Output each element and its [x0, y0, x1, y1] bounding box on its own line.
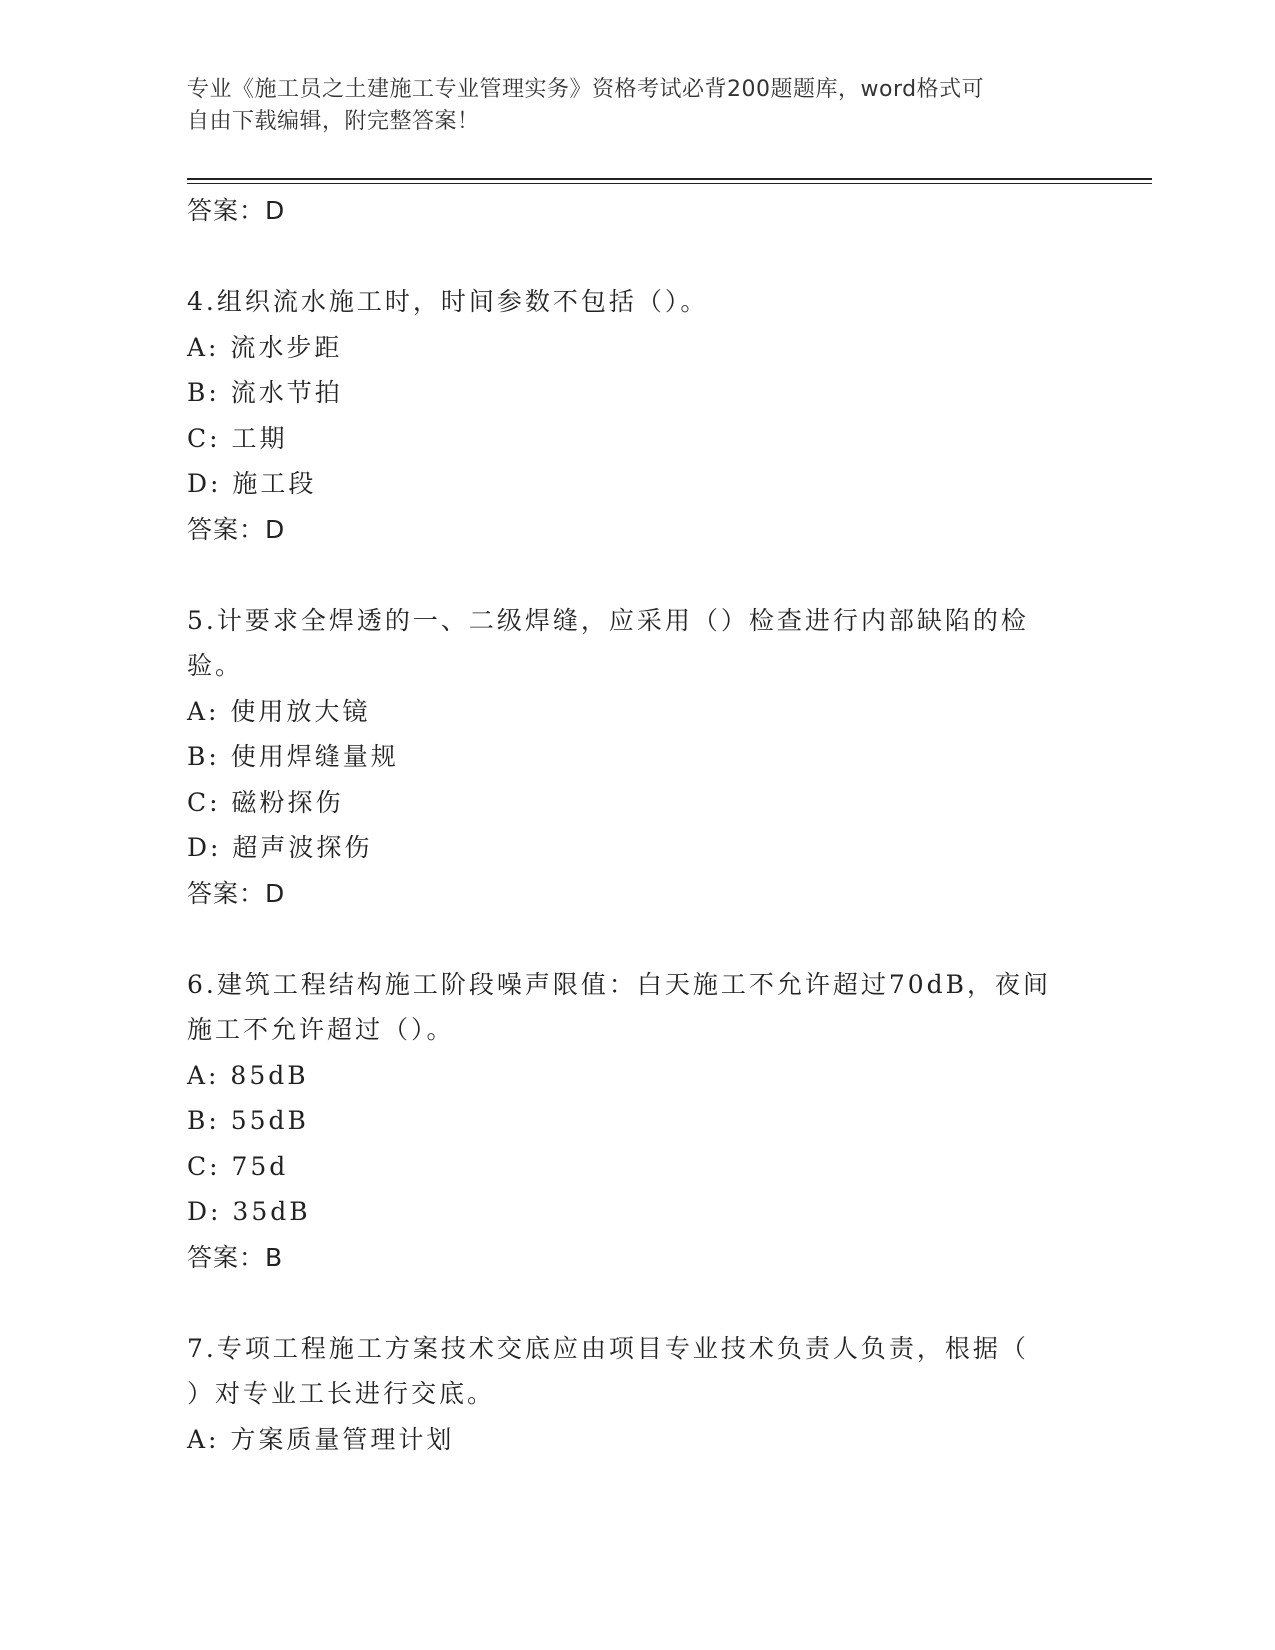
option-b: B: 流水节拍: [187, 378, 343, 407]
answer-line: 答案：D: [187, 878, 286, 908]
option-a: A: 使用放大镜: [187, 696, 371, 726]
question-text: 4.组织流水施工时，时间参数不包括（）。: [187, 287, 709, 316]
spacer: [187, 234, 1067, 280]
answer-line: 答案：D: [187, 514, 286, 544]
spacer: [187, 1280, 1067, 1326]
question-text-continued: 施工不允许超过（）。: [187, 1015, 455, 1044]
option-a: A: 方案质量管理计划: [187, 1424, 455, 1454]
option-d: D: 施工段: [187, 469, 317, 498]
option-a: A: 85dB: [187, 1060, 309, 1090]
spacer: [187, 916, 1067, 962]
option-a: A: 流水步距: [187, 332, 343, 362]
header-line-1: 专业《施工员之土建施工专业管理实务》资格考试必背200题题库，word格式可: [187, 77, 985, 102]
question-text: 7.专项工程施工方案技术交底应由项目专业技术负责人负责，根据（: [187, 1333, 1029, 1363]
document-header: [187, 74, 1067, 138]
option-d: D: 超声波探伤: [187, 833, 373, 862]
header-divider-thick: [187, 178, 1152, 180]
document-body: [187, 188, 1067, 1462]
question-text-continued: 验。: [187, 651, 244, 680]
header-divider-thin: [187, 183, 1152, 184]
option-b: B: 55dB: [187, 1106, 309, 1135]
answer-line: 答案：D: [187, 196, 286, 225]
answer-line: 答案：B: [187, 1242, 284, 1272]
spacer: [187, 552, 1067, 598]
option-b: B: 使用焊缝量规: [187, 742, 399, 771]
header-line-2: 自由下载编辑，附完整答案！: [187, 109, 480, 134]
option-c: C: 磁粉探伤: [187, 787, 344, 817]
question-block-5: [187, 598, 1067, 917]
question-block-6: [187, 962, 1067, 1281]
option-d: D: 35dB: [187, 1197, 311, 1226]
question-text: 5.计要求全焊透的一、二级焊缝，应采用（）检查进行内部缺陷的检: [187, 605, 1029, 635]
option-c: C: 75d: [187, 1151, 289, 1181]
question-text: 6.建筑工程结构施工阶段噪声限值：白天施工不允许超过70dB，夜间: [187, 969, 1052, 999]
option-c: C: 工期: [187, 423, 288, 453]
question-block-7: [187, 1326, 1067, 1463]
question-text-continued: ）对专业工长进行交底。: [187, 1379, 496, 1408]
question-block-4: [187, 279, 1067, 552]
